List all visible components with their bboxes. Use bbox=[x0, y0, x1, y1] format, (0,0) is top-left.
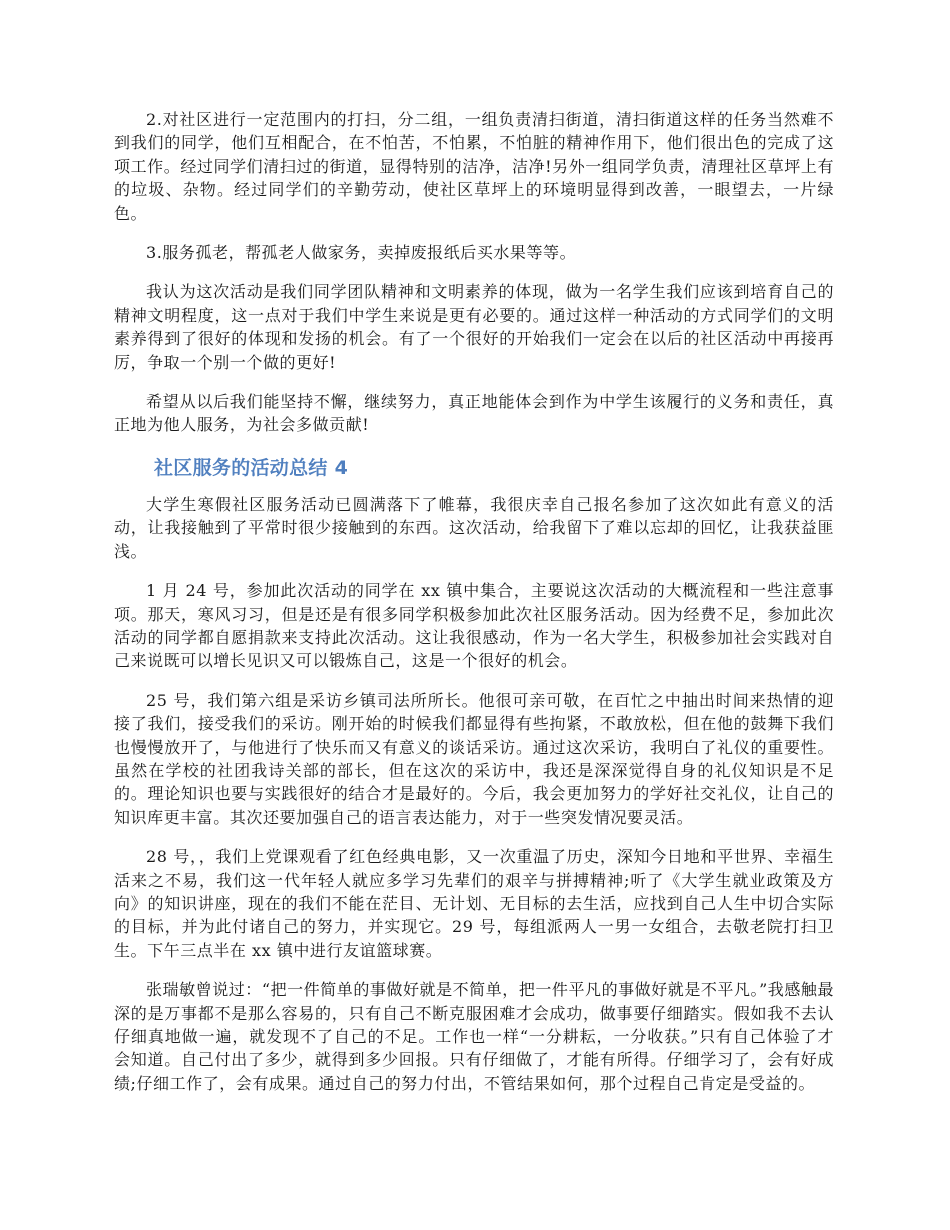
paragraph-intro: 大学生寒假社区服务活动已圆满落下了帷幕，我很庆幸自己报名参加了这次如此有意义的活动，让我接触到了平常时很少接触到的东西。这次活动，给我留下了难以忘却的回忆，让我获益匪浅。 bbox=[114, 494, 834, 561]
paragraph-cleaning-task: 2.对社区进行一定范围内的打扫，分二组，一组负责清扫街道，清扫街道这样的任务当然难不到我们的同学，他们互相配合，在不怕苦，不怕累，不怕脏的精神作用下，他们很出色的完成了这项工作。经过同学们清扫过的街道，显得特别的洁净，洁净!另外一组同学负责，清理社区草坪上有的垃圾、杂物。经过同学们的辛勤劳动，使社区草坪上的环境明显得到改善，一眼望去，一片绿色。 bbox=[114, 110, 834, 223]
paragraph-hope: 希望从以后我们能坚持不懈，继续努力，真正地能体会到作为中学生该履行的义务和责任，真正地为他人服务，为社会多做贡献! bbox=[114, 392, 834, 435]
section-title: 社区服务的活动总结 4 bbox=[154, 456, 349, 479]
document-page bbox=[114, 108, 834, 1111]
paragraph-reflection: 我认为这次活动是我们同学团队精神和文明素养的体现，做为一名学生我们应该到培育自己的精神文明程度，这一点对于我们中学生来说是更有必要的。通过这样一种活动的方式同学们的文明素养得到了很好的体现和发扬的机会。有了一个很好的开始我们一定会在以后的社区活动中再接再厉，争取一个别一个做的更好! bbox=[114, 282, 834, 372]
paragraph-day-28: 28 号，，我们上党课观看了红色经典电影，又一次重温了历史，深知今日地和平世界、幸福生活来之不易，我们这一代年轻人就应多学习先辈们的艰辛与拼搏精神;听了《大学生就业政策及方向》的知识讲座，现在的我们不能在茫目、无计划、无目标的去生活，应找到自己人生中切合实际的目标，并为此付诸自己的努力，并实现它。29 号，每组派两人一男一女组合，去敬老院打扫卫生。下午三点半在 xx 镇中进行友谊篮球赛。 bbox=[114, 847, 834, 960]
paragraph-jan-24: 1 月 24 号，参加此次活动的同学在 xx 镇中集合，主要说这次活动的大概流程和一些注意事项。那天，寒风习习，但是还是有很多同学积极参加此次社区服务活动。因为经费不足，参加此次活动的同学都自愿捐款来支持此次活动。这让我很感动，作为一名大学生，积极参加社会实践对自己来说既可以增长见识又可以锻炼自己，这是一个很好的机会。 bbox=[114, 581, 834, 671]
paragraph-day-25: 25 号，我们第六组是采访乡镇司法所所长。他很可亲可敬，在百忙之中抽出时间来热情的迎接了我们，接受我们的采访。刚开始的时候我们都显得有些拘紧，不敢放松，但在他的鼓舞下我们也慢慢放开了，与他进行了快乐而又有意义的谈话采访。通过这次采访，我明白了礼仪的重要性。虽然在学校的社团我诗关部的部长，但在这次的采访中，我还是深深觉得自身的礼仪知识是不足的。理论知识也要与实践很好的结合才是最好的。今后，我会更加努力的学好社交礼仪，让自己的知识库更丰富。其次还要加强自己的语言表达能力，对于一些突发情况要灵活。 bbox=[114, 690, 834, 827]
paragraph-quote: 张瑞敏曾说过：“把一件简单的事做好就是不简单，把一件平凡的事做好就是不平凡。”我感触最深的是万事都不是那么容易的，只有自己不断克服困难才会成功，做事要仔细踏实。假如我不去认仔细真地做一遍，就发现不了自己的不足。工作也一样“一分耕耘，一分收获。”只有自己体验了才会知道。自己付出了多少，就得到多少回报。只有仔细做了，才能有所得。仔细学习了，会有好成绩;仔细工作了，会有成果。通过自己的努力付出，不管结果如何，那个过程自己肯定是受益的。 bbox=[114, 980, 835, 1093]
paragraph-elderly-service: 3.服务孤老，帮孤老人做家务，卖掉废报纸后买水果等等。 bbox=[146, 243, 577, 263]
